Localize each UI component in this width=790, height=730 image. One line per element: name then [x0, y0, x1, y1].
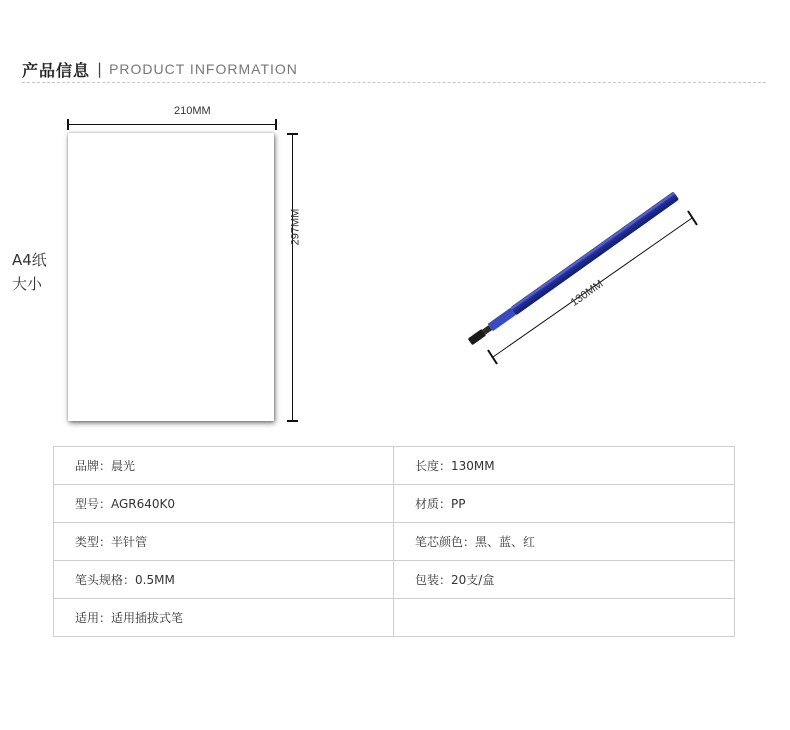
a4-paper-illustration: [68, 133, 274, 421]
table-row: [54, 523, 735, 561]
paper-width-dimension-line: [68, 124, 277, 125]
paper-size-label: [12, 248, 47, 296]
refill-barrel: [510, 191, 679, 315]
spec-material: 材质：PP: [394, 485, 735, 523]
refill-illustration: [440, 190, 720, 380]
spec-table: [53, 446, 735, 637]
table-row: [54, 485, 735, 523]
table-row: [54, 447, 735, 485]
refill-length-cap-start: [488, 350, 497, 364]
table-row: [54, 561, 735, 599]
spec-empty-cell: [394, 599, 735, 637]
spec-model: 型号：AGR640K0: [54, 485, 394, 523]
title-separator: |: [97, 60, 103, 78]
spec-ink-colors: 笔芯颜色：黑、蓝、红: [394, 523, 735, 561]
refill-length-cap-end: [688, 211, 697, 225]
paper-width-cap-right: [275, 119, 277, 130]
paper-size-label-line1: A4纸: [12, 251, 47, 269]
paper-height-dimension-line: [292, 134, 293, 422]
paper-width-cap-left: [67, 119, 69, 130]
spec-type: 类型：半针管: [54, 523, 394, 561]
section-header: [22, 58, 298, 80]
spec-tip-size: 笔头规格：0.5MM: [54, 561, 394, 599]
paper-height-cap-top: [287, 133, 298, 135]
paper-width-label: 210MM: [174, 105, 211, 117]
spec-packaging: 包装：20支/盒: [394, 561, 735, 599]
refill-length-label: 130MM: [568, 278, 606, 309]
spec-brand: 品牌：晨光: [54, 447, 394, 485]
spec-length: 长度：130MM: [394, 447, 735, 485]
section-title-cn: 产品信息: [22, 60, 91, 80]
paper-size-label-line2: 大小: [12, 275, 43, 293]
paper-height-cap-bottom: [287, 420, 298, 422]
header-divider: [22, 82, 766, 83]
spec-compatibility: 适用：适用插拔式笔: [54, 599, 394, 637]
section-title-en: PRODUCT INFORMATION: [109, 61, 298, 77]
refill-transition: [488, 308, 516, 332]
paper-height-label: 297MM: [289, 208, 302, 246]
table-row: [54, 599, 735, 637]
